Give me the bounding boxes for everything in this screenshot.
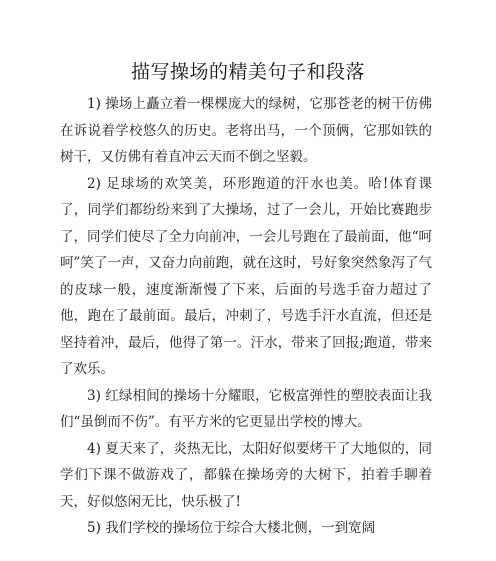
paragraph-4: 4) 夏天来了，炎热无比，太阳好似要烤干了大地似的，同学们下课不做游戏了，都躲在操场旁的大树下，拍着手聊着天，好似悠闲无比，快乐极了! [60, 440, 432, 510]
document-title: 描写操场的精美句子和段落 [130, 61, 365, 83]
document-body [60, 91, 432, 542]
paragraph-3: 3) 红绿相间的操场十分耀眼，它极富弹性的塑胶表面让我们“虽倒而不伤”。有平方米的它更显出学校的博大。 [60, 387, 432, 430]
paragraph-2: 2) 足球场的欢笑美，环形跑道的汗水也美。哈!体育课了，同学们都纷纷来到了大操场，过了一会儿，开始比赛跑步了，同学们使尽了全力向前冲，一会儿号跑在了最前面，他“呵呵”笑了一声，又奋力向前跑，就在这时，号好象突然象泻了气的皮球一般，速度渐渐慢了下来，后面的号选手奋力超过了他，跑在了最前面。最后，冲刺了，号选手汗水直流，但还是坚持着冲，最后，他得了第一。汗水，带来了回报;跑道，带来了欢乐。 [60, 175, 432, 377]
paragraph-1: 1) 操场上矗立着一棵棵庞大的绿树，它那苍老的树干仿佛在诉说着学校悠久的历史。老将出马，一个顶俩，它那如铁的树干，又仿佛有着直冲云天而不倒之坚毅。 [60, 96, 432, 165]
paragraph-5: 5) 我们学校的操场位于综合大楼北侧，一到宽阔 [87, 520, 376, 536]
